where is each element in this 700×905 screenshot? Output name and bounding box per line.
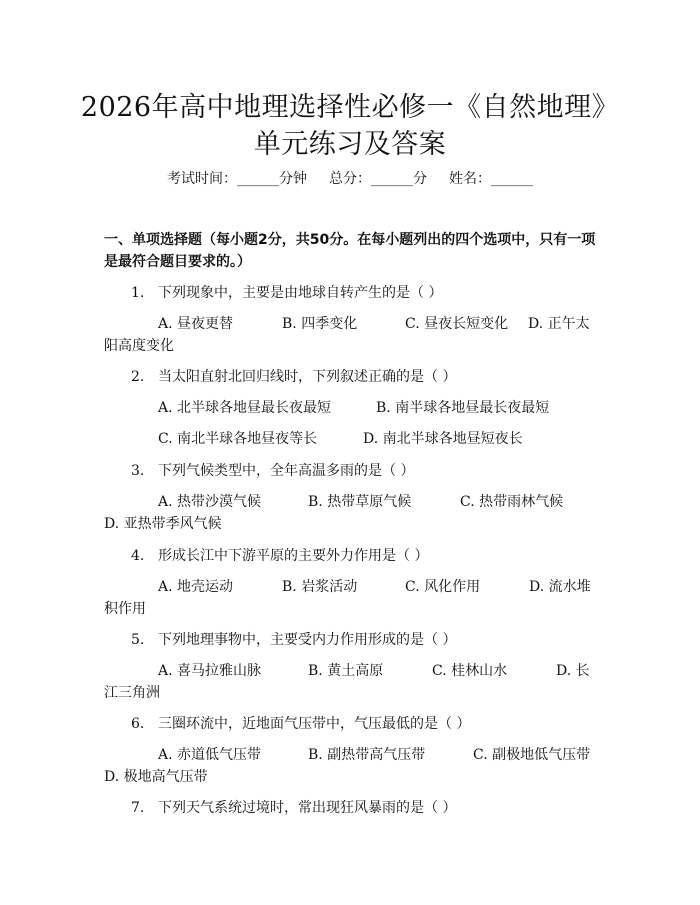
option-d: D. 流水堆积作用	[104, 579, 591, 617]
question-options	[104, 313, 594, 357]
exam-info-line	[0, 168, 700, 188]
question-number: 5.	[131, 632, 145, 648]
question-text: 形成长江中下游平原的主要外力作用是（ ）	[158, 548, 429, 564]
option-c: C. 昼夜长短变化	[405, 316, 509, 332]
question-number: 3.	[131, 463, 145, 479]
option-d: D. 正午太阳高度变化	[104, 316, 590, 354]
option-d: D. 亚热带季风气候	[104, 516, 222, 532]
exam-time-field: 考试时间：______分钟	[167, 171, 307, 187]
question-stem	[131, 366, 456, 386]
option-b: B. 南半球各地昼最长夜最短	[376, 400, 550, 416]
option-a: A. 昼夜更替	[158, 316, 234, 332]
option-b: B. 热带草原气候	[308, 494, 412, 510]
question-text: 下列气候类型中，全年高温多雨的是（ ）	[158, 463, 415, 479]
option-c: C. 副极地低气压带	[473, 747, 591, 763]
question-stem	[131, 545, 428, 565]
option-c: C. 热带雨林气候	[460, 494, 564, 510]
option-a: A. 喜马拉雅山脉	[158, 663, 262, 679]
page-title-line2: 单元练习及答案	[253, 129, 447, 160]
page-title-line1: 2026年高中地理选择性必修一《自然地理》	[80, 92, 620, 123]
question-stem	[131, 713, 470, 733]
option-a: A. 赤道低气压带	[158, 747, 262, 763]
option-c: C. 风化作用	[405, 579, 481, 595]
option-b: B. 副热带高气压带	[308, 747, 426, 763]
question-options	[104, 428, 594, 450]
option-b: B. 岩浆活动	[282, 579, 358, 595]
question-stem	[131, 629, 456, 649]
question-options	[104, 491, 594, 535]
option-a: A. 热带沙漠气候	[158, 494, 262, 510]
option-d: D. 极地高气压带	[104, 769, 208, 785]
question-stem	[131, 282, 442, 302]
total-score-field: 总分：______分	[329, 171, 427, 187]
question-number: 4.	[131, 548, 145, 564]
option-b: B. 四季变化	[282, 316, 358, 332]
question-options	[104, 397, 594, 419]
question-options	[104, 744, 594, 788]
option-d: D. 长江三角洲	[104, 663, 590, 701]
question-stem	[131, 460, 414, 480]
question-number: 7.	[131, 800, 145, 816]
question-text: 当太阳直射北回归线时，下列叙述正确的是（ ）	[158, 369, 457, 385]
option-a: A. 地壳运动	[158, 579, 234, 595]
question-text: 下列天气系统过境时，常出现狂风暴雨的是（ ）	[158, 800, 457, 816]
question-number: 2.	[131, 369, 145, 385]
section-heading: 一、单项选择题（每小题2分，共50分。在每小题列出的四个选项中，只有一项是最符合题目要求的。）	[104, 232, 596, 270]
question-text: 下列地理事物中，主要受内力作用形成的是（ ）	[158, 632, 457, 648]
student-name-field: 姓名：______	[449, 171, 533, 187]
question-options	[104, 576, 594, 620]
option-b: B. 黄土高原	[308, 663, 384, 679]
question-stem	[131, 797, 456, 817]
question-text: 三圈环流中，近地面气压带中，气压最低的是（ ）	[158, 716, 471, 732]
question-number: 6.	[131, 716, 145, 732]
question-number: 1.	[131, 285, 145, 301]
option-a: A. 北半球各地昼最长夜最短	[158, 400, 332, 416]
question-options	[104, 660, 594, 704]
question-text: 下列现象中，主要是由地球自转产生的是（ ）	[158, 285, 443, 301]
option-d: D. 南北半球各地昼短夜长	[363, 431, 523, 447]
option-c: C. 桂林山水	[432, 663, 508, 679]
option-c: C. 南北半球各地昼夜等长	[158, 431, 318, 447]
